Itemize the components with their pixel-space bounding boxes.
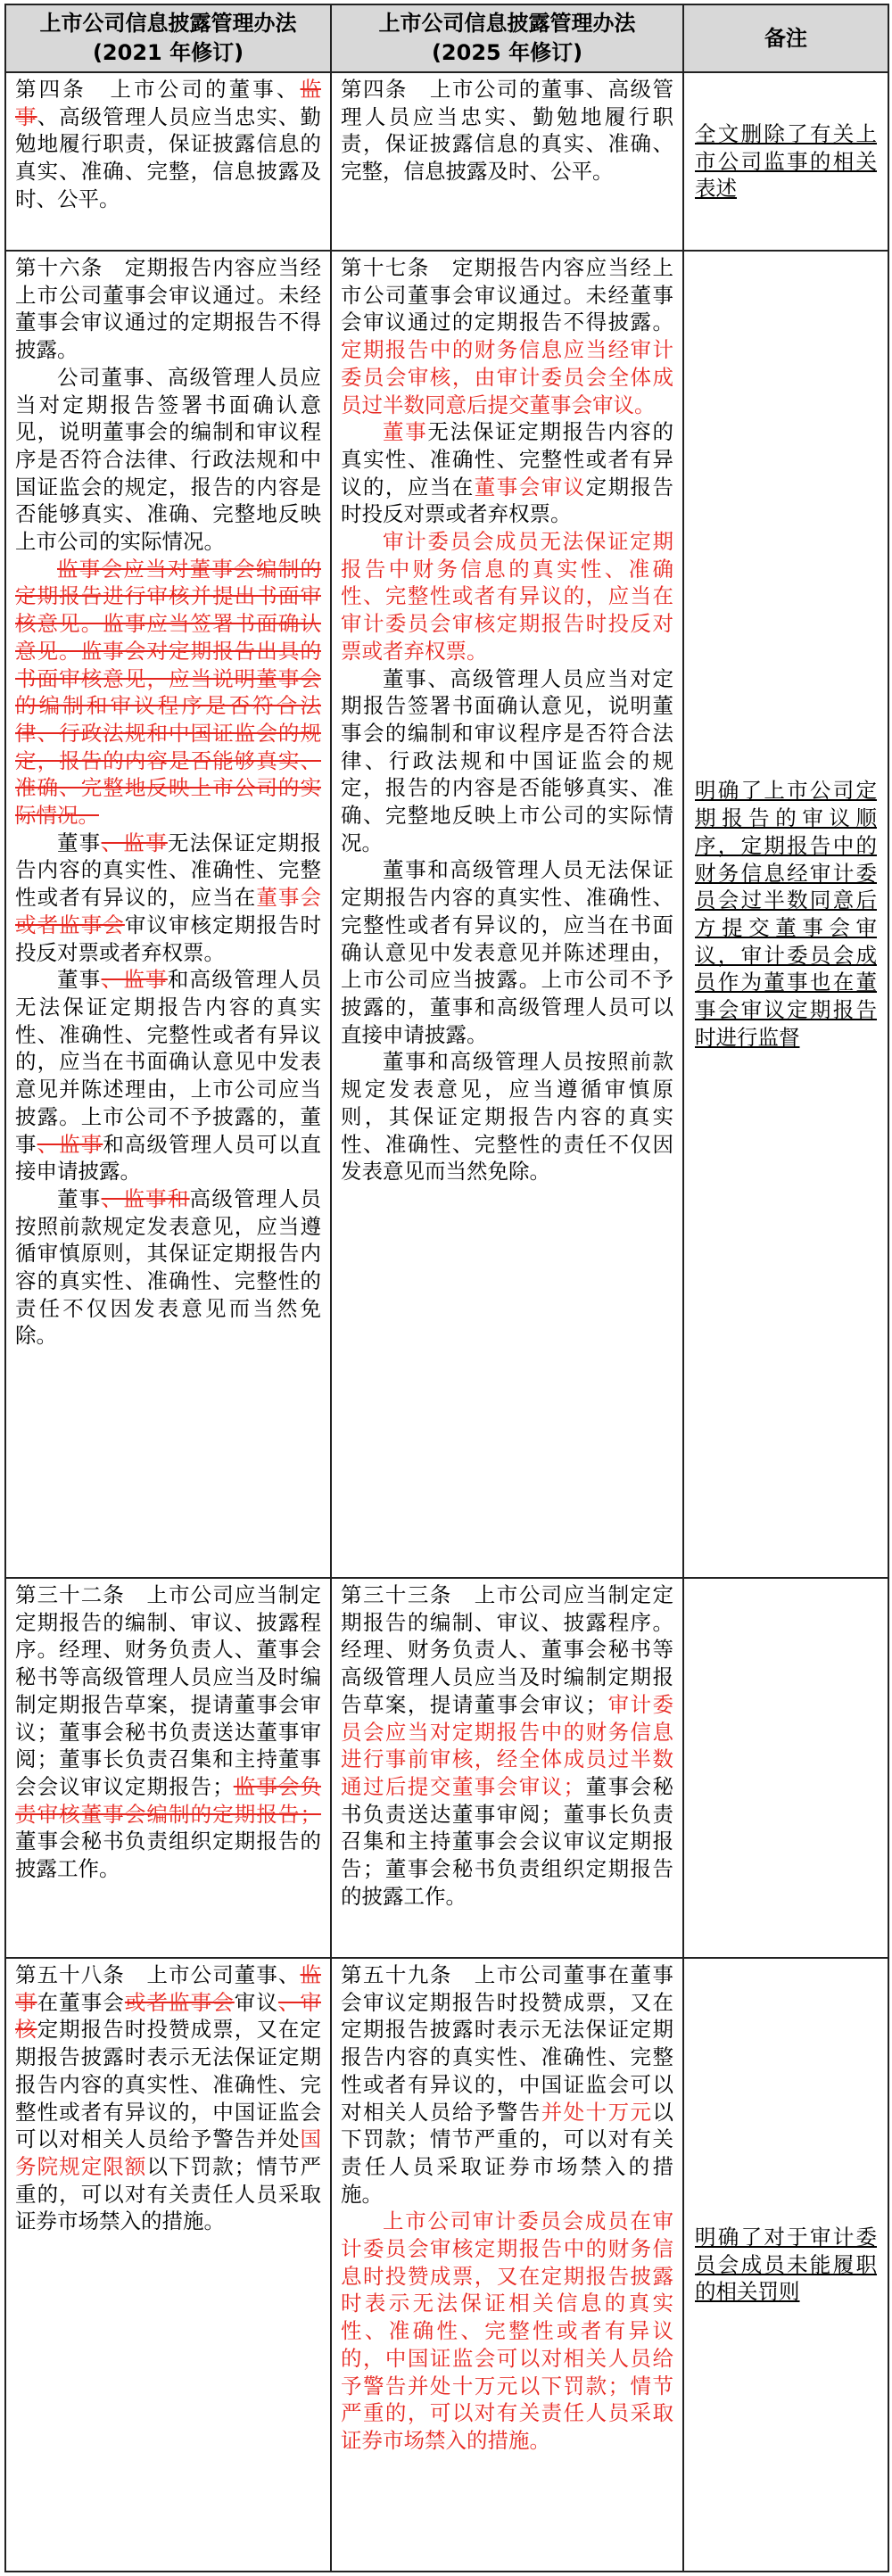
- text-run: 、高级管理人员应当忠实、勤勉地履行职责，保证披露信息的真实、准确、完整，信息披露及时、公平。: [15, 103, 322, 211]
- paragraph: [341, 856, 673, 1048]
- note-text: 全文删除了有关上市公司监事的相关表述: [695, 120, 877, 202]
- new-text-cell: [331, 1958, 683, 2572]
- paragraph: [15, 830, 321, 967]
- text-run: 第五十八条 上市公司董事、: [15, 1962, 301, 1987]
- added-text: 上市公司审计委员会成员在审计委员会审核定期报告中的财务信息时投赞成票，又在定期报告披露时表示无法保证相关信息的真实性、准确性、完整性或者有异议的，中国证监会可以对相关人员给予警告并处十万元以下罚款；情节严重的，可以对有关责任人员采取证券市场禁入的措施。: [341, 2209, 673, 2453]
- paragraph: [341, 1961, 673, 2208]
- text-run: 董事和高级管理人员按照前款规定发表意见，应当遵循审慎原则，其保证定期报告内容的真实性、准确性、完整性的责任不仅因发表意见而当然免除。: [341, 1049, 673, 1185]
- text-run: 董事会秘书负责组织定期报告的披露工作。: [15, 1829, 321, 1882]
- note-text: 明确了对于审计委员会成员未能履职的相关罚则: [695, 2224, 877, 2305]
- table-row: [5, 251, 888, 1578]
- text-run: 第五十九条 上市公司董事在董事会审议定期报告时投赞成票，又在定期报告披露时表示无法保证定期报告内容的真实性、准确性、完整性或者有异议的，中国证监会可以对相关人员给予警告: [341, 1962, 673, 2125]
- paragraph: [341, 1048, 673, 1185]
- deleted-text: 、审核: [15, 1989, 322, 2043]
- new-text-cell: [331, 72, 683, 251]
- old-article: [6, 1959, 330, 2239]
- text-run: 定期报告时投反对票或者弃权票。: [341, 474, 674, 527]
- new-text-cell: [331, 251, 683, 1578]
- note-cell: [683, 1958, 888, 2572]
- note-text: 明确了上市公司定期报告的审议顺序，定期报告中的财务信息经审计委员会过半数同意后方提交董事会审议，审计委员会成员作为董事也在董事会审议定期报告时进行监督: [695, 778, 877, 1050]
- deleted-text: 监事会负责审核董事会编制的定期报告；: [15, 1773, 322, 1827]
- deleted-text: 或者监事会: [124, 1989, 235, 2015]
- deleted-text: 、监事和: [101, 1185, 190, 1211]
- header-2025-subtitle: (2025 年修订): [431, 40, 583, 65]
- old-article: [6, 73, 330, 217]
- paragraph: [15, 76, 321, 213]
- text-run: 第三十三条 上市公司应当制定定期报告的编制、审议、披露程序。经理、财务负责人、董事会秘书等高级管理人员应当及时编制定期报告草案，提请董事会审议；: [341, 1582, 673, 1717]
- text-run: 审议审核定期报告时投反对票或者弃权票。: [15, 912, 322, 965]
- paragraph: [15, 1961, 321, 2235]
- paragraph: [15, 556, 321, 830]
- header-2025: [331, 4, 683, 72]
- note-cell: [683, 251, 888, 1578]
- text-run: 以下罚款；情节严重的，可以对有关责任人员采取证券市场禁入的措施。: [341, 2099, 674, 2207]
- header-2021-title: 上市公司信息披露管理办法: [39, 11, 297, 36]
- note-cell: [683, 1578, 888, 1958]
- table-row: [5, 72, 888, 251]
- text-run: 高级管理人员按照前款规定发表意见，应当遵循审慎原则，其保证定期报告内容的真实性、准确性、完整性的责任不仅因发表意见而当然免除。: [15, 1185, 322, 1349]
- added-text: 并处十万元: [541, 2099, 653, 2125]
- text-run: 第四条 上市公司的董事、: [15, 77, 301, 102]
- paragraph: [341, 665, 673, 857]
- deleted-text: 监事: [15, 1962, 321, 2015]
- paragraph: [341, 254, 673, 418]
- deleted-text: 、监事: [101, 830, 168, 855]
- text-run: 董事: [57, 1185, 102, 1211]
- text-run: 董事: [57, 967, 102, 993]
- new-article: [332, 73, 682, 189]
- deleted-text: 监事: [15, 77, 321, 129]
- added-text: 审计委员会成员无法保证定期报告中财务信息的真实性、准确性、完整性或者有异议的，应当在审计委员会审核定期报告时投反对票或者弃权票。: [341, 529, 673, 664]
- text-run: 董事和高级管理人员无法保证定期报告内容的真实性、准确性、完整性或者有异议的，应当在书面确认意见中发表意见并陈述理由，上市公司应当披露。上市公司不予披露的，董事和高级管理人员可以直接申请披露。: [341, 857, 673, 1047]
- deleted-text: 、监事: [101, 967, 168, 993]
- new-article: [332, 1579, 682, 1913]
- paragraph: [341, 76, 673, 186]
- paragraph: [15, 966, 321, 1185]
- new-article: [332, 1959, 682, 2458]
- paragraph: [15, 364, 321, 556]
- text-run: 董事: [57, 830, 102, 855]
- text-run: 第十七条 定期报告内容应当经上市公司董事会审议通过。未经董事会审议通过的定期报告不得披露。: [341, 255, 673, 335]
- new-text-cell: [331, 1578, 683, 1958]
- text-run: 公司董事、高级管理人员应当对定期报告签署书面确认意见，说明董事会的编制和审议程序是否符合法律、行政法规和中国证监会的规定，报告的内容是否能够真实、准确、完整地反映上市公司的实际情况。: [15, 364, 321, 555]
- added-text: 董事会: [256, 885, 322, 911]
- old-text-cell: [5, 72, 331, 251]
- added-text: 董事: [383, 419, 428, 445]
- paragraph: [341, 528, 673, 665]
- table-header-row: [5, 4, 888, 72]
- paragraph: [341, 418, 673, 528]
- added-text: 审计委员会应当对定期报告中的财务信息进行事前审核，经全体成员过半数通过后提交董事会审议；: [341, 1691, 674, 1799]
- header-2021: [5, 4, 331, 72]
- paragraph: [15, 1185, 321, 1350]
- text-run: 第三十二条 上市公司应当制定定期报告的编制、审议、披露程序。经理、财务负责人、董事会秘书等高级管理人员应当及时编制定期报告草案，提请董事会审议；董事会秘书负责送达董事审阅；董事长负责召集和主持董事会会议审议定期报告；: [15, 1582, 321, 1799]
- added-text: 定期报告中的财务信息应当经审计委员会审核，由审计委员会全体成员过半数同意后提交董事会审议。: [341, 337, 673, 417]
- table-row: [5, 1958, 888, 2572]
- text-run: 和高级管理人员无法保证定期报告内容的真实性、准确性、完整性或者有异议的，应当在书面确认意见中发表意见并陈述理由，上市公司应当披露。上市公司不予披露的，董事: [15, 967, 322, 1157]
- old-text-cell: [5, 1958, 331, 2572]
- header-note: [683, 4, 888, 72]
- text-run: 在董事会: [37, 1989, 125, 2015]
- paragraph: [341, 1581, 673, 1910]
- old-article: [6, 1579, 330, 1887]
- paragraph: [341, 2208, 673, 2454]
- old-text-cell: [5, 251, 331, 1578]
- text-run: 第十六条 定期报告内容应当经上市公司董事会审议通过。未经董事会审议通过的定期报告不得披露。: [15, 255, 321, 363]
- text-run: 和高级管理人员可以直接申请披露。: [15, 1131, 322, 1185]
- header-note-title: 备注: [764, 25, 807, 51]
- comparison-table: [4, 4, 889, 2572]
- old-article: [6, 252, 330, 1353]
- paragraph: [15, 1581, 321, 1883]
- text-run: 第四条 上市公司的董事、高级管理人员应当忠实、勤勉地履行职责，保证披露信息的真实、准确、完整，信息披露及时、公平。: [341, 77, 673, 185]
- paragraph: [15, 254, 321, 364]
- added-text: 国务院规定限额: [15, 2126, 321, 2179]
- text-run: 以下罚款；情节严重的，可以对有关责任人员采取证券市场禁入的措施。: [15, 2153, 322, 2234]
- text-run: 无法保证定期报告内容的真实性、准确性、完整性或者有异议的，应当在: [15, 830, 322, 911]
- table-row: [5, 1578, 888, 1958]
- text-run: 董事、高级管理人员应当对定期报告签署书面确认意见，说明董事会的编制和审议程序是否符合法律、行政法规和中国证监会的规定，报告的内容是否能够真实、准确、完整地反映上市公司的实际情况。: [341, 665, 673, 855]
- new-article: [332, 252, 682, 1189]
- added-text: 董事会审议: [474, 474, 586, 500]
- deleted-text: 监事会应当对董事会编制的定期报告进行审核并提出书面审核意见。监事应当签署书面确认意见。监事会对定期报告出具的书面审核意见，应当说明董事会的编制和审议程序是否符合法律、行政法规和中国证监会的规定，报告的内容是否能够真实、准确、完整地反映上市公司的实际情况。: [15, 556, 321, 829]
- text-run: 定期报告时投赞成票，又在定期报告披露时表示无法保证定期报告内容的真实性、准确性、完整性或者有异议的，中国证监会可以对相关人员给予警告并处: [15, 2017, 322, 2152]
- header-2025-title: 上市公司信息披露管理办法: [378, 11, 636, 36]
- note-cell: [683, 72, 888, 251]
- old-text-cell: [5, 1578, 331, 1958]
- text-run: 审议: [234, 1989, 278, 2015]
- deleted-text: 、监事: [37, 1131, 103, 1157]
- deleted-text: 或者监事会: [15, 912, 125, 937]
- header-2021-subtitle: (2021 年修订): [92, 40, 244, 65]
- text-run: 董事会秘书负责送达董事审阅；董事长负责召集和主持董事会会议审议定期报告；董事会秘书负责组织定期报告的披露工作。: [341, 1773, 674, 1909]
- text-run: 无法保证定期报告内容的真实性、准确性、完整性或者有异议的，应当在: [341, 419, 674, 500]
